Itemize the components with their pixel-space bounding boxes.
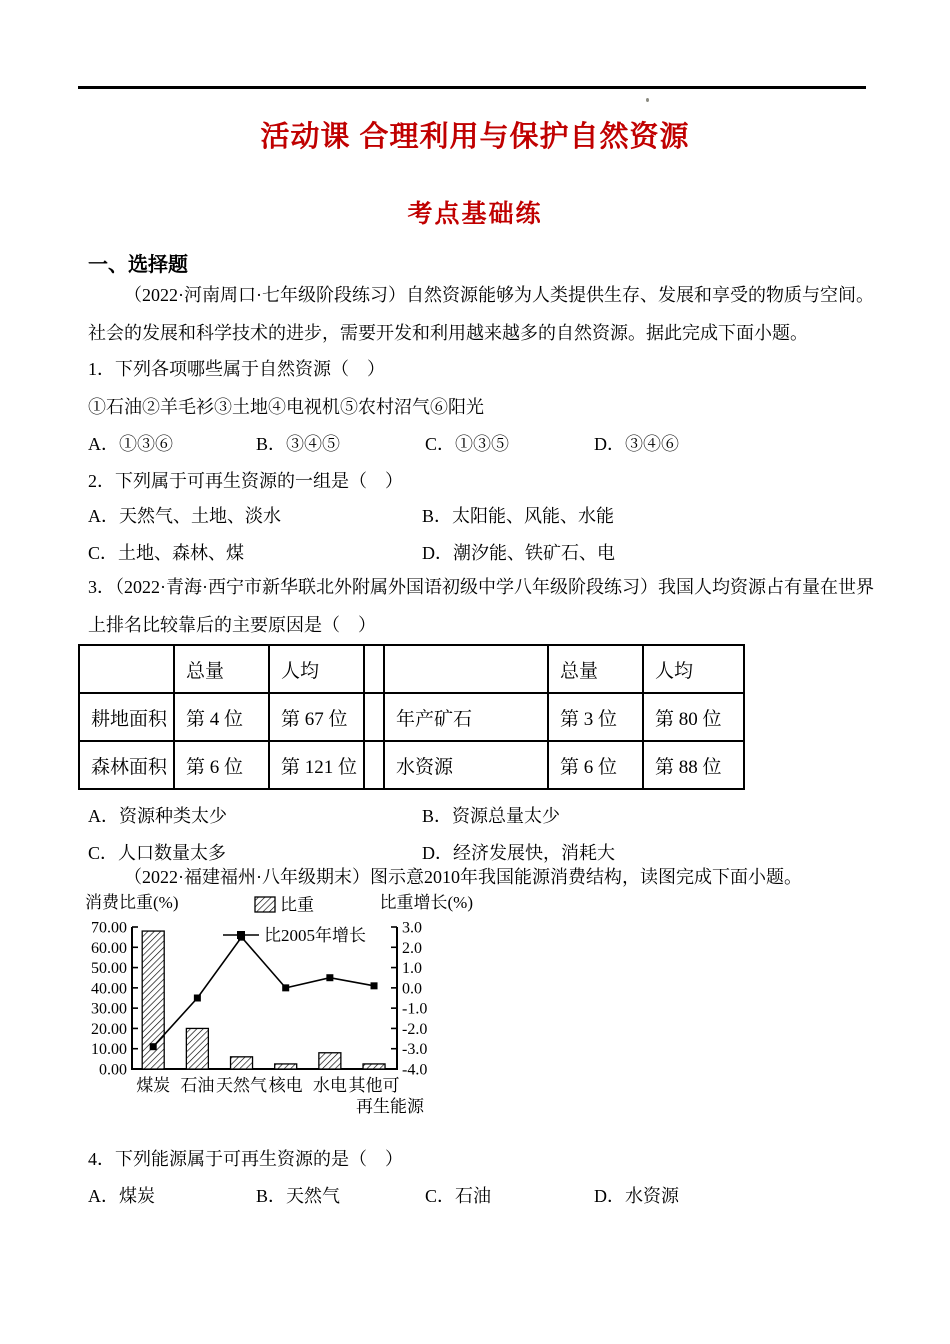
stimulus-paragraph-2: （2022·福建福州·八年级期末）图示意2010年我国能源消费结构，读图完成下面小题。	[124, 867, 802, 887]
top-rule	[78, 86, 866, 89]
table-cell: 人均	[269, 645, 364, 693]
svg-text:0.00: 0.00	[99, 1061, 127, 1079]
doc-title: 活动课 合理利用与保护自然资源	[260, 121, 690, 153]
option-c: C．人口数量太多	[88, 843, 227, 863]
question-1-text: 1．下列各项哪些属于自然资源（ ）	[88, 359, 385, 379]
option-b: B．资源总量太少	[422, 806, 561, 826]
section-heading: 一、选择题	[88, 254, 188, 276]
svg-text:消费比重(%): 消费比重(%)	[85, 893, 179, 912]
option-c: C．土地、森林、煤	[88, 543, 245, 563]
energy-chart-svg	[85, 892, 475, 1142]
table-cell: 第 67 位	[269, 693, 364, 741]
table-cell: 森林面积	[79, 741, 174, 789]
option-c: C．①③⑤	[425, 434, 510, 454]
svg-text:石油: 石油	[180, 1076, 215, 1095]
option-a: A．煤炭	[88, 1186, 155, 1206]
svg-text:其他可: 其他可	[348, 1076, 400, 1095]
question-2-options	[88, 498, 888, 572]
table-cell	[364, 741, 384, 789]
svg-text:比重增长(%): 比重增长(%)	[379, 893, 473, 912]
table-cell: 第 4 位	[174, 693, 269, 741]
svg-text:天然气: 天然气	[216, 1076, 268, 1095]
svg-text:-3.0: -3.0	[402, 1041, 428, 1059]
svg-text:2.0: 2.0	[402, 939, 422, 957]
question-4-options	[88, 1178, 888, 1215]
table-cell: 第 80 位	[643, 693, 744, 741]
option-a: A．天然气、土地、淡水	[88, 506, 281, 526]
table-cell: 年产矿石	[384, 693, 548, 741]
svg-text:70.00: 70.00	[91, 919, 127, 937]
table-cell: 第 6 位	[174, 741, 269, 789]
option-a: A．资源种类太少	[88, 806, 227, 826]
table-cell: 总量	[548, 645, 643, 693]
svg-text:10.00: 10.00	[91, 1041, 127, 1059]
svg-text:再生能源: 再生能源	[356, 1097, 425, 1116]
doc-subtitle: 考点基础练	[407, 201, 543, 228]
option-d: D．水资源	[594, 1186, 679, 1206]
table-cell	[364, 645, 384, 693]
table-cell: 总量	[174, 645, 269, 693]
option-d: D．潮汐能、铁矿石、电	[422, 543, 615, 563]
table-cell	[364, 693, 384, 741]
option-d: D．③④⑥	[594, 434, 679, 454]
table-cell: 第 3 位	[548, 693, 643, 741]
svg-text:50.00: 50.00	[91, 960, 127, 978]
option-c: C．石油	[425, 1186, 492, 1206]
table-row	[79, 645, 744, 693]
table-cell: 耕地面积	[79, 693, 174, 741]
table-cell	[79, 645, 174, 693]
question-1-options	[88, 426, 888, 463]
svg-text:60.00: 60.00	[91, 939, 127, 957]
question-1-items: ①石油②羊毛衫③土地④电视机⑤农村沼气⑥阳光	[88, 397, 484, 417]
svg-text:比2005年增长: 比2005年增长	[264, 926, 366, 945]
svg-text:核电: 核电	[268, 1076, 303, 1095]
table-cell	[384, 645, 548, 693]
stimulus-paragraph-1: （2022·河南周口·七年级阶段练习）自然资源能够为人类提供生存、发展和享受的物质与空间。社会的发展和科学技术的进步，需要开发和利用越来越多的自然资源。据此完成下面小题。	[88, 285, 874, 343]
option-d: D．经济发展快，消耗大	[422, 843, 615, 863]
energy-consumption-chart	[85, 892, 475, 1142]
svg-text:3.0: 3.0	[402, 919, 422, 937]
page-speck	[646, 98, 649, 102]
svg-text:40.00: 40.00	[91, 980, 127, 998]
svg-text:-2.0: -2.0	[402, 1020, 428, 1038]
table-row	[79, 693, 744, 741]
svg-text:30.00: 30.00	[91, 1000, 127, 1018]
option-b: B．③④⑤	[256, 434, 341, 454]
question-2-text: 2．下列属于可再生资源的一组是（ ）	[88, 471, 403, 491]
svg-text:水电: 水电	[312, 1076, 347, 1095]
table-cell: 水资源	[384, 741, 548, 789]
svg-text:-4.0: -4.0	[402, 1061, 428, 1079]
svg-text:比重: 比重	[280, 895, 314, 915]
svg-text:1.0: 1.0	[402, 960, 422, 978]
option-a: A．①③⑥	[88, 434, 173, 454]
table-cell: 第 6 位	[548, 741, 643, 789]
option-b: B．天然气	[256, 1186, 341, 1206]
svg-text:0.0: 0.0	[402, 980, 422, 998]
table-cell: 第 121 位	[269, 741, 364, 789]
option-b: B．太阳能、风能、水能	[422, 506, 615, 526]
table-cell: 第 88 位	[643, 741, 744, 789]
table-row	[79, 741, 744, 789]
svg-text:20.00: 20.00	[91, 1020, 127, 1038]
resources-ranking-table	[78, 644, 745, 790]
table-cell: 人均	[643, 645, 744, 693]
svg-text:煤炭: 煤炭	[136, 1076, 171, 1095]
question-3-text: 3．（2022·青海·西宁市新华联北外附属外国语初级中学八年级阶段练习）我国人均资源占有量在世界上排名比较靠后的主要原因是（ ）	[88, 577, 874, 635]
svg-text:-1.0: -1.0	[402, 1000, 428, 1018]
question-4-text: 4．下列能源属于可再生资源的是（ ）	[88, 1149, 403, 1169]
